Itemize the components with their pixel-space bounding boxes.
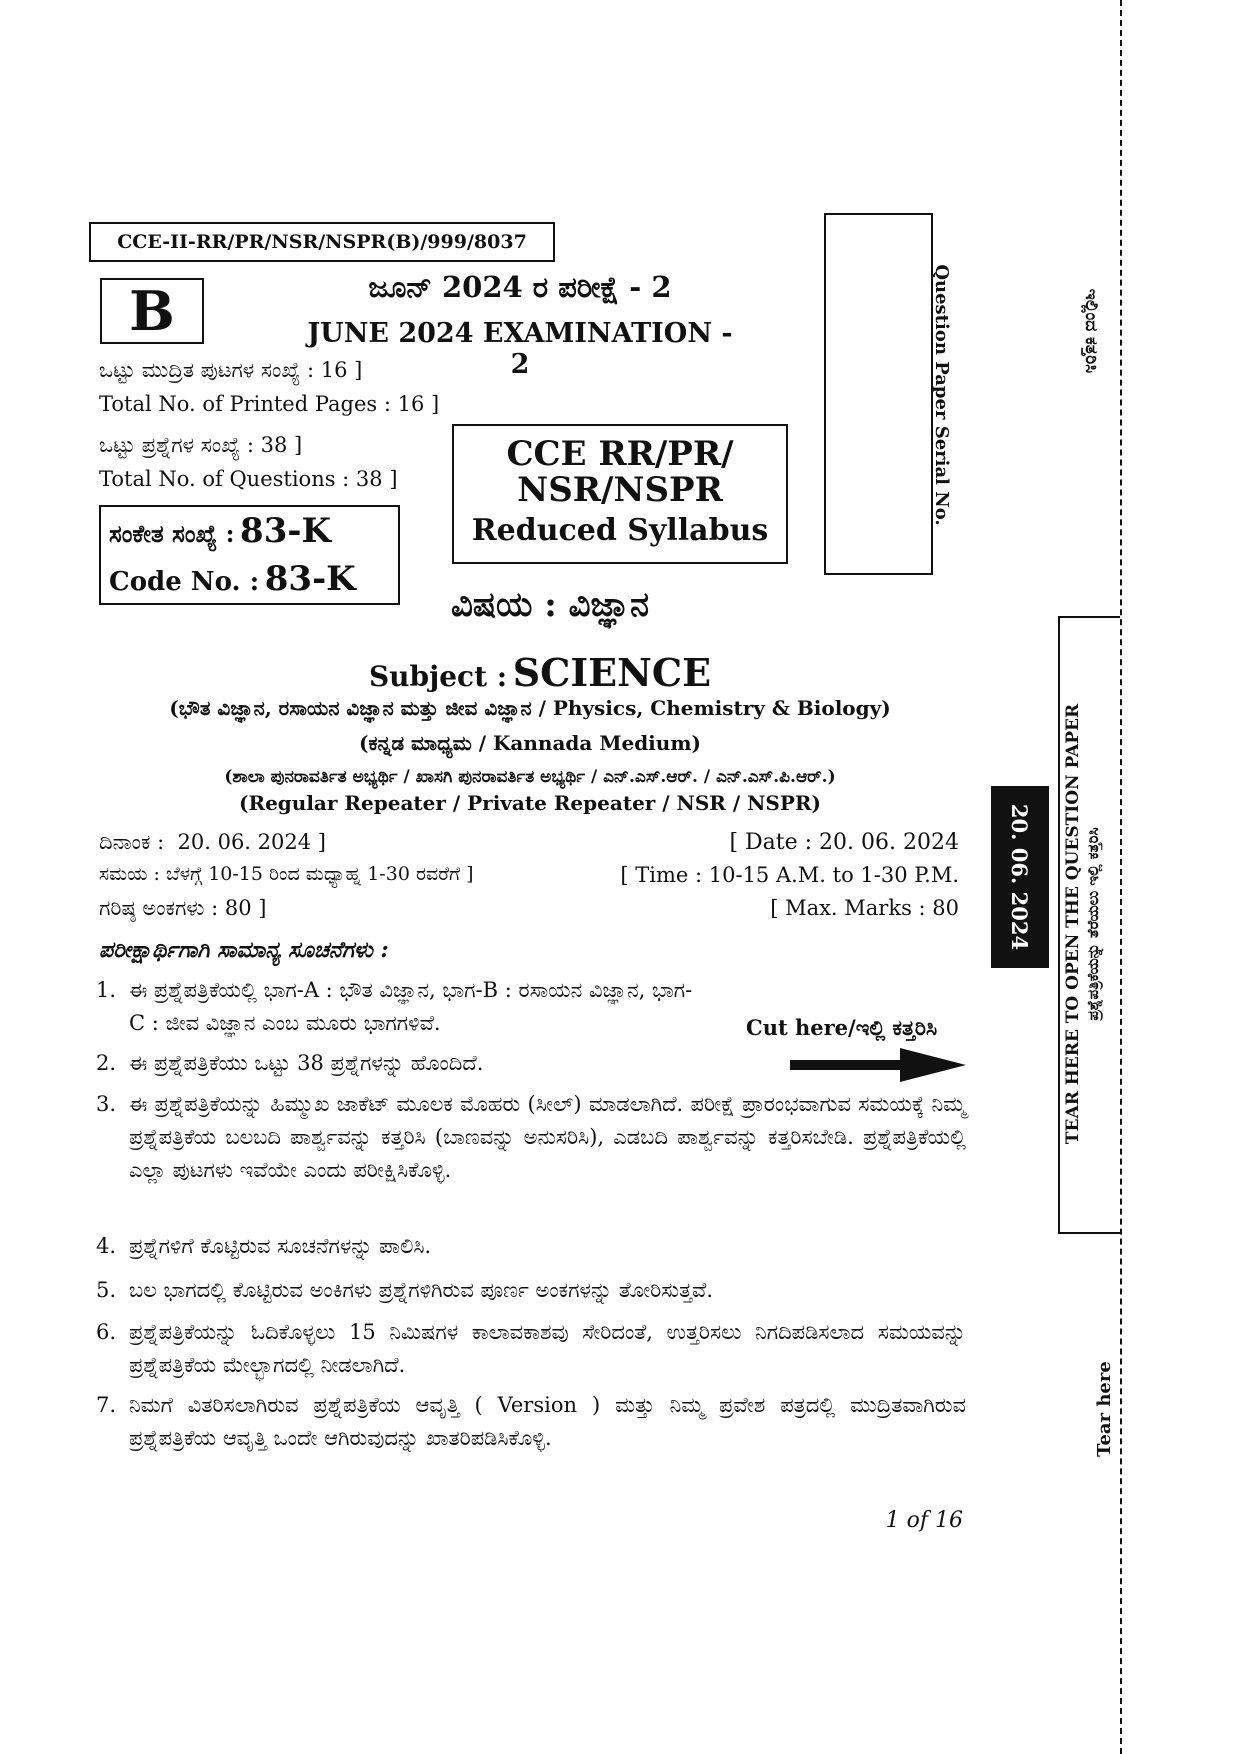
cce-line-3: Reduced Syllabus bbox=[471, 513, 769, 548]
serial-number-label: Question Paper Serial No. bbox=[931, 264, 952, 526]
tear-instruction-english: TEAR HERE TO OPEN THE QUESTION PAPER bbox=[1063, 703, 1083, 1145]
instruction-number: 5. bbox=[96, 1278, 117, 1302]
instruction-text: ನಿಮಗೆ ವಿತರಿಸಲಾಗಿರುವ ಪ್ರಶ್ನೆಪತ್ರಿಕೆಯ ಆವೃತ್ತಿ ( Version ) ಮತ್ತು ನಿಮ್ಮ ಪ್ರವೇಶ ಪತ್ರದಲ್ಲಿ ಮುದ್ರಿತವಾಗಿರುವ ಪ್ರಶ್ನೆಪತ್ರಿಕೆಯ ಆವೃತ್ತಿ ಒಂದೇ ಆಗಿರುವುದನ್ನು ಖಾತರಿಪಡಿಸಿಕೊಳ್ಳಿ. bbox=[129, 1393, 966, 1450]
instruction-item-7 bbox=[96, 1389, 966, 1455]
code-number-box bbox=[99, 505, 400, 605]
time-english: [ Time : 10-15 A.M. to 1-30 P.M. bbox=[620, 863, 959, 887]
cce-line-1: CCE RR/PR/ bbox=[506, 434, 734, 474]
instruction-number: 4. bbox=[96, 1234, 117, 1258]
instructions-heading: ಪರೀಕ್ಷಾರ್ಥಿಗಾಗಿ ಸಾಮಾನ್ಯ ಸೂಚನೆಗಳು : bbox=[99, 937, 389, 963]
code-english-value: 83-K bbox=[264, 559, 356, 599]
tear-instruction-kannada: ಪ್ರಶ್ನೆಪತ್ರಿಕೆಯನ್ನು ತೆರೆಯಲು ಇಲ್ಲಿ ಕತ್ತರಿಸಿ bbox=[1084, 827, 1102, 1021]
instruction-number: 2. bbox=[96, 1051, 117, 1075]
cut-here-label: Cut here/ಇಲ್ಲಿ ಕತ್ತರಿಸಿ bbox=[746, 1015, 938, 1040]
subject-english bbox=[300, 650, 780, 695]
instruction-text: ಪ್ರಶ್ನೆಪತ್ರಿಕೆಯನ್ನು ಓದಿಕೊಳ್ಳಲು 15 ನಿಮಿಷಗಳ ಕಾಲಾವಕಾಶವು ಸೇರಿದಂತೆ, ಉತ್ತರಿಸಲು ನಿಗದಿಪಡಿಸಲಾದ ಸಮಯವನ್ನು ಪ್ರಶ್ನೆಪತ್ರಿಕೆಯ ಮೇಲ್ಭಾಗದಲ್ಲಿ ನೀಡಲಾಗಿದೆ. bbox=[129, 1320, 966, 1377]
cut-line-dashed[interactable] bbox=[1120, 0, 1122, 1754]
instruction-item-6 bbox=[96, 1316, 966, 1382]
instruction-text: ಪ್ರಶ್ನೆಗಳಿಗೆ ಕೊಟ್ಟಿರುವ ಸೂಚನೆಗಳನ್ನು ಪಾಲಿಸಿ. bbox=[129, 1234, 432, 1258]
total-questions-english: Total No. of Questions : 38 ] bbox=[99, 467, 398, 491]
max-marks-kannada: ಗರಿಷ್ಠ ಅಂಕಗಳು : 80 ] bbox=[99, 896, 267, 920]
printed-pages-english: Total No. of Printed Pages : 16 ] bbox=[99, 392, 440, 416]
cce-line-2: NSR/NSPR bbox=[517, 470, 723, 510]
paper-code-box bbox=[89, 222, 555, 262]
instruction-item-2 bbox=[96, 1047, 966, 1080]
printed-pages-kannada: ಒಟ್ಟು ಮುದ್ರಿತ ಪುಟಗಳ ಸಂಖ್ಯೆ : 16 ] bbox=[99, 358, 363, 382]
version-letter: B bbox=[129, 279, 175, 343]
subject-english-label: Subject : bbox=[368, 660, 508, 693]
subject-medium: (ಕನ್ನಡ ಮಾಧ್ಯಮ / Kannada Medium) bbox=[359, 731, 701, 755]
max-marks-english: [ Max. Marks : 80 bbox=[770, 896, 959, 920]
cce-box bbox=[452, 424, 788, 564]
tear-here-label: Tear here bbox=[1094, 1361, 1115, 1457]
code-kannada bbox=[109, 511, 331, 551]
subject-english-value: SCIENCE bbox=[512, 650, 712, 695]
time-kannada: ಸಮಯ : ಬೆಳಗ್ಗೆ 10-15 ರಿಂದ ಮಧ್ಯಾಹ್ನ 1-30 ರವರೆಗೆ ] bbox=[99, 863, 474, 885]
date-kannada: ದಿನಾಂಕ : 20. 06. 2024 ] bbox=[99, 830, 326, 854]
code-english-label: Code No. : bbox=[109, 567, 260, 597]
subject-branches: (ಭೌತ ವಿಜ್ಞಾನ, ರಸಾಯನ ವಿಜ್ಞಾನ ಮತ್ತು ಜೀವ ವಿಜ್ಞಾನ / Physics, Chemistry & Biology) bbox=[169, 696, 891, 720]
instruction-text: ಬಲ ಭಾಗದಲ್ಲಿ ಕೊಟ್ಟಿರುವ ಅಂಕಿಗಳು ಪ್ರಶ್ನೆಗಳಿಗಿರುವ ಪೂರ್ಣ ಅಂಕಗಳನ್ನು ತೋರಿಸುತ್ತವೆ. bbox=[129, 1278, 714, 1302]
code-kannada-label: ಸಂಕೇತ ಸಂಖ್ಯೆ : bbox=[109, 519, 235, 548]
instruction-item-4 bbox=[96, 1230, 966, 1263]
instruction-text: ಈ ಪ್ರಶ್ನೆಪತ್ರಿಕೆಯು ಒಟ್ಟು 38 ಪ್ರಶ್ನೆಗಳನ್ನು ಹೊಂದಿದೆ. bbox=[129, 1051, 484, 1075]
instruction-item-3 bbox=[96, 1088, 966, 1220]
code-english bbox=[109, 559, 356, 599]
serial-number-box[interactable] bbox=[824, 213, 933, 575]
code-kannada-value: 83-K bbox=[240, 511, 332, 551]
subject-kannada: ವಿಷಯ : ವಿಜ್ಞಾನ bbox=[450, 585, 650, 625]
instruction-item-5 bbox=[96, 1274, 966, 1307]
paper-code: CCE-II-RR/PR/NSR/NSPR(B)/999/8037 bbox=[117, 231, 527, 253]
date-badge-text: 20. 06. 2024 bbox=[1007, 803, 1032, 951]
page-number: 1 of 16 bbox=[885, 1508, 963, 1533]
date-english: [ Date : 20. 06. 2024 bbox=[729, 830, 959, 855]
total-questions-kannada: ಒಟ್ಟು ಪ್ರಶ್ನೆಗಳ ಸಂಖ್ಯೆ : 38 ] bbox=[99, 433, 303, 457]
exam-title-english: JUNE 2024 EXAMINATION - 2 bbox=[307, 318, 733, 380]
cut-from-here-kannada: ಇಲ್ಲಿಂದ ಕತ್ತರಿಸಿ bbox=[1081, 288, 1101, 374]
instruction-number: 3. bbox=[96, 1092, 117, 1116]
instruction-text: ಈ ಪ್ರಶ್ನೆಪತ್ರಿಕೆಯಲ್ಲಿ ಭಾಗ-A : ಭೌತ ವಿಜ್ಞಾನ, ಭಾಗ-B : ರಸಾಯನ ವಿಜ್ಞಾನ, ಭಾಗ-C : ಜೀವ ವಿಜ್ಞಾನ ಎಂಬ ಮೂರು ಭಾಗಗಳಿವೆ. bbox=[129, 978, 693, 1035]
candidates-kannada: (ಶಾಲಾ ಪುನರಾವರ್ತಿತ ಅಭ್ಯರ್ಥಿ / ಖಾಸಗಿ ಪುನರಾವರ್ತಿತ ಅಭ್ಯರ್ಥಿ / ಎನ್.ಎಸ್.ಆರ್. / ಎನ್.ಎಸ್.ಪಿ.ಆರ್.) bbox=[224, 767, 836, 787]
instruction-number: 6. bbox=[96, 1320, 117, 1344]
version-letter-box bbox=[100, 278, 204, 344]
instruction-number: 7. bbox=[96, 1393, 117, 1417]
instruction-number: 1. bbox=[96, 978, 117, 1002]
exam-title-kannada: ಜೂನ್ 2024 ರ ಪರೀಕ್ಷೆ - 2 bbox=[368, 270, 672, 304]
candidates-english: (Regular Repeater / Private Repeater / NSR / NSPR) bbox=[239, 791, 821, 815]
instruction-text: ಈ ಪ್ರಶ್ನೆಪತ್ರಿಕೆಯನ್ನು ಹಿಮ್ಮುಖ ಜಾಕೆಟ್ ಮೂಲಕ ಮೊಹರು (ಸೀಲ್) ಮಾಡಲಾಗಿದೆ. ಪರೀಕ್ಷೆ ಪ್ರಾರಂಭವಾಗುವ ಸಮಯಕ್ಕೆ ನಿಮ್ಮ ಪ್ರಶ್ನೆಪತ್ರಿಕೆಯ ಬಲಬದಿ ಪಾರ್ಶ್ವವನ್ನು ಕತ್ತರಿಸಿ (ಬಾಣವನ್ನು ಅನುಸರಿಸಿ), ಎಡಬದಿ ಪಾರ್ಶ್ವವನ್ನು ಕತ್ತರಿಸಬೇಡಿ. ಪ್ರಶ್ನೆಪತ್ರಿಕೆಯಲ್ಲಿ ಎಲ್ಲಾ ಪುಟಗಳು ಇವೆಯೇ ಎಂದು ಪರೀಕ್ಷಿಸಿಕೊಳ್ಳಿ. bbox=[129, 1092, 966, 1182]
